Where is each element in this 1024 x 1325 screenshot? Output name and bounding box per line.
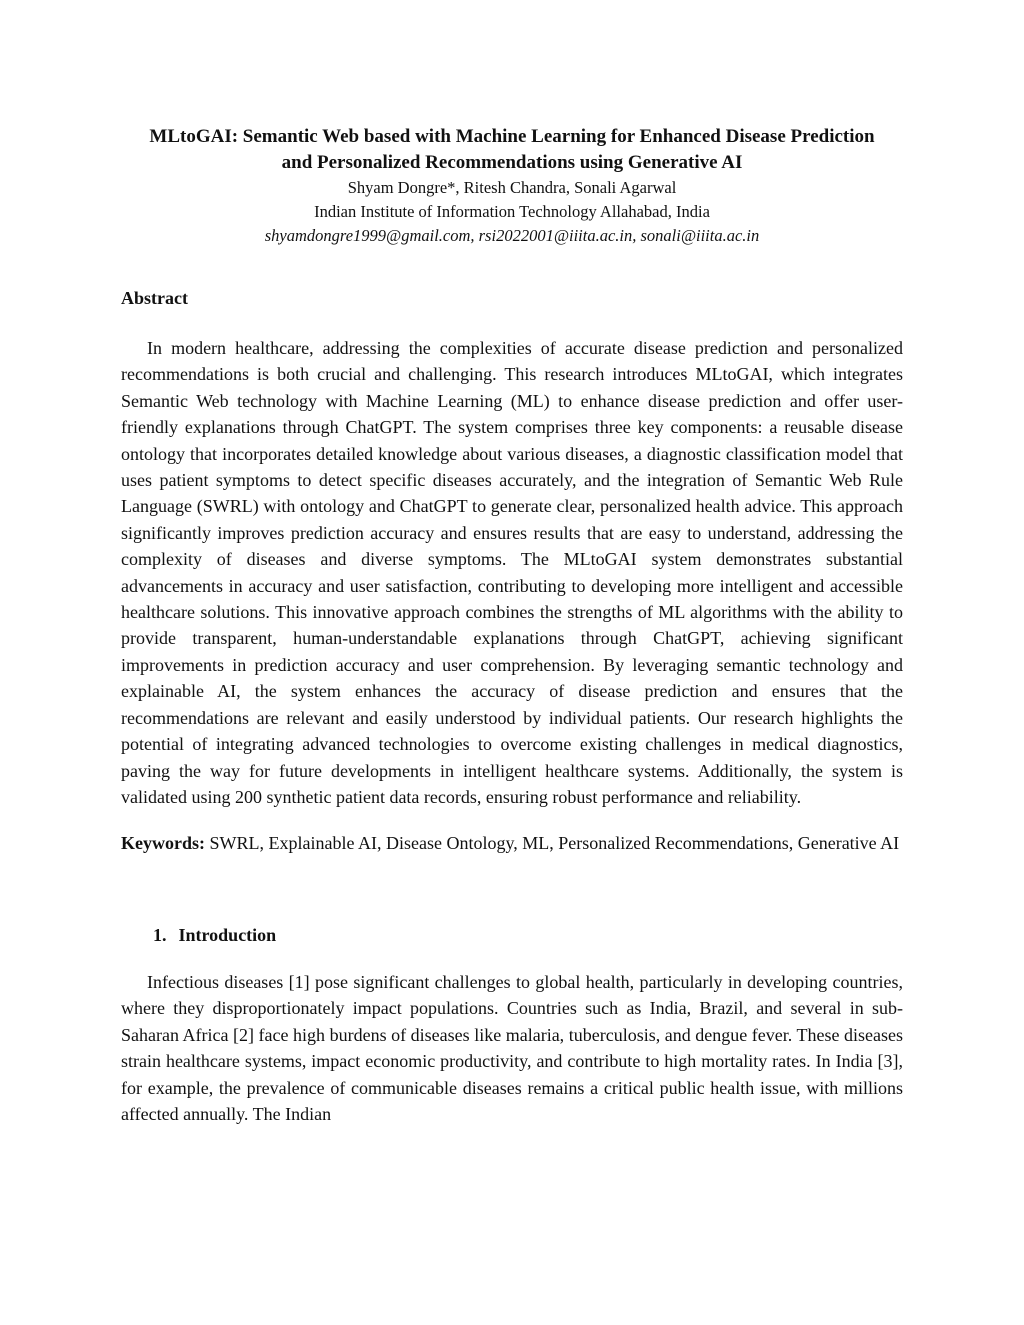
author-emails: shyamdongre1999@gmail.com, rsi2022001@iiita.ac.in, sonali@iiita.ac.in [264, 226, 760, 245]
paper-page [121, 124, 903, 1128]
abstract-heading: Abstract [121, 288, 188, 308]
abstract-body: In modern healthcare, addressing the complexities of accurate disease prediction and personalized recommendations is both crucial and challenging. This research introduces MLtoGAI, which integrates Semantic Web technology with Machine Learning (ML) to enhance disease prediction and offer user-friendly explanations through ChatGPT. The system comprises three key components: a reusable disease ontology that incorporates detailed knowledge about various diseases, a diagnostic classification model that uses patient symptoms to detect specific diseases accurately, and the integration of Semantic Web Rule Language (SWRL) with ontology and ChatGPT to generate clear, personalized health advice. This approach significantly improves prediction accuracy and ensures results that are easy to understand, addressing the complexity of diseases and diverse symptoms. The MLtoGAI system demonstrates substantial advancements in accuracy and user satisfaction, contributing to developing more intelligent and accessible healthcare solutions. This innovative approach combines the strengths of ML algorithms with the ability to provide transparent, human-understandable explanations through ChatGPT, achieving significant improvements in prediction accuracy and user comprehension. By leveraging semantic technology and explainable AI, the system enhances the accuracy of disease prediction and ensures that the recommendations are relevant and easily understood by individual patients. Our research highlights the potential of integrating advanced technologies to overcome existing challenges in medical diagnostics, paving the way for future developments in intelligent healthcare systems. Additionally, the system is validated using 200 synthetic patient data records, ensuring robust performance and reliability. [121, 338, 903, 807]
section-title: Introduction [178, 924, 277, 945]
paper-title [121, 124, 903, 176]
section-heading-introduction [153, 923, 903, 947]
section-number: 1. [153, 924, 167, 945]
keywords [121, 830, 903, 856]
affiliation: Indian Institute of Information Technology Allahabad, India [314, 202, 710, 221]
paper-title-line-2: and Personalized Recommendations using Generative AI [281, 152, 743, 173]
keywords-label: Keywords: [121, 833, 205, 854]
keywords-text: SWRL, Explainable AI, Disease Ontology, ML, Personalized Recommendations, Generative AI [209, 833, 900, 854]
author-list: Shyam Dongre*, Ritesh Chandra, Sonali Agarwal [347, 178, 677, 197]
paper-title-line-1: MLtoGAI: Semantic Web based with Machine Learning for Enhanced Disease Prediction [149, 126, 875, 147]
introduction-body: Infectious diseases [1] pose significant challenges to global health, particularly in developing countries, where they disproportionately impact populations. Countries such as India, Brazil, and several in sub-Saharan Africa [2] face high burdens of diseases like malaria, tuberculosis, and dengue fever. These diseases strain healthcare systems, impact economic productivity, and contribute to high mortality rates. In India [3], for example, the prevalence of communicable diseases remains a critical public health issue, with millions affected annually. The Indian [121, 971, 903, 1125]
